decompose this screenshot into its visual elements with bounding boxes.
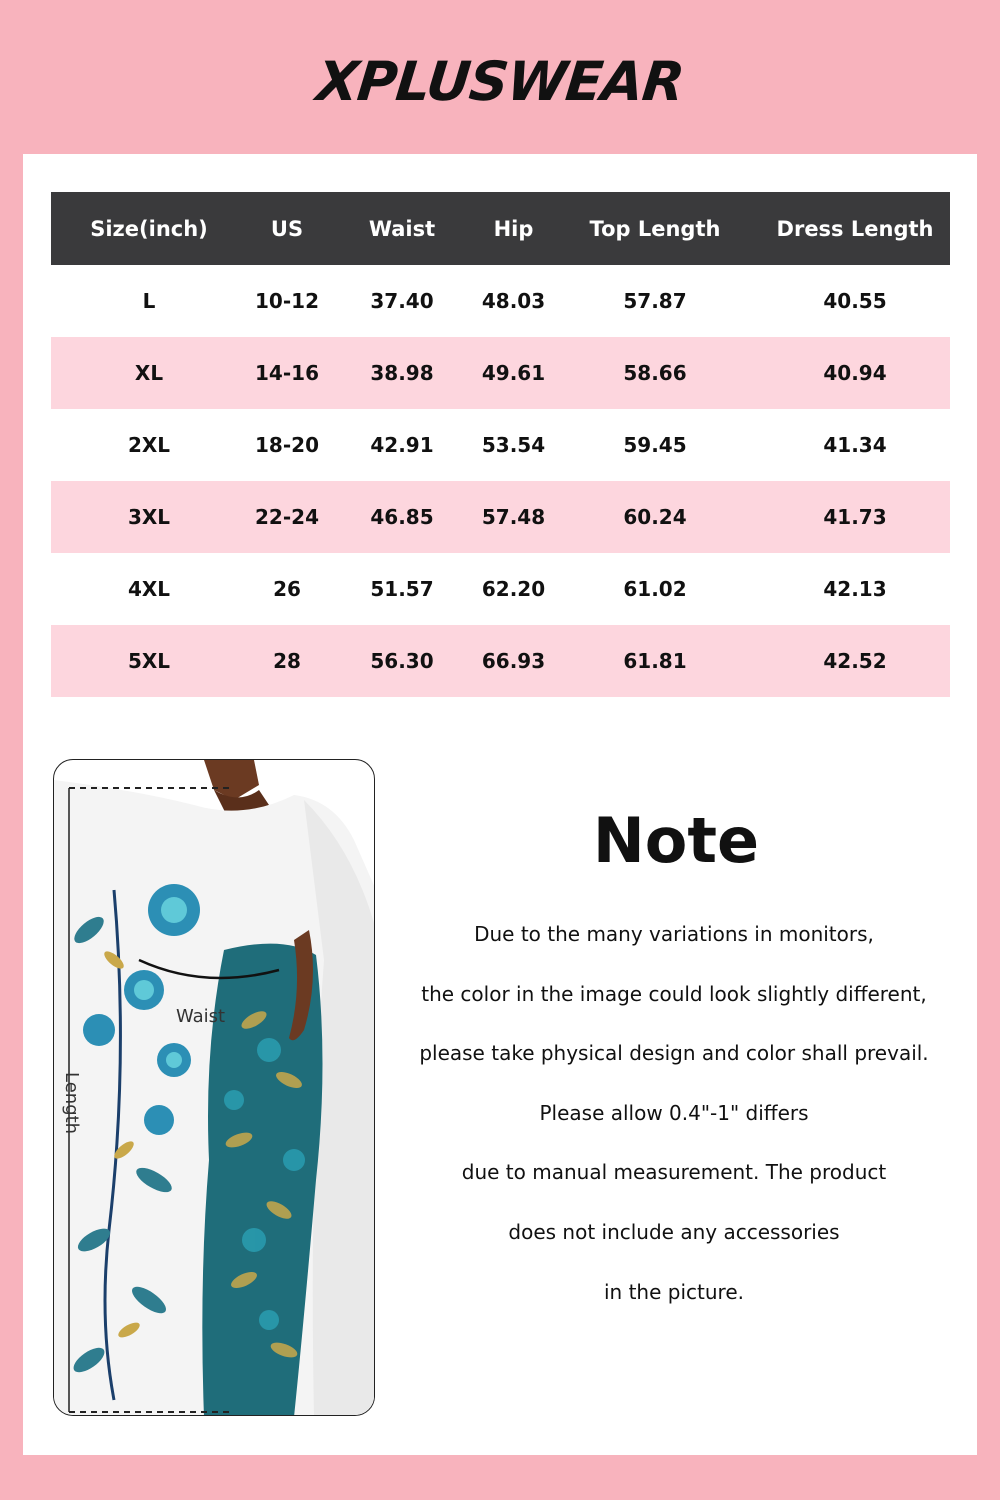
cell-top-length: 58.66 [550, 337, 760, 409]
cell-hip: 62.20 [481, 577, 546, 601]
table-row [51, 553, 950, 625]
cell-top-length: 59.45 [623, 433, 687, 457]
note-line: in the picture. [604, 1279, 744, 1304]
cell-us: 14-16 [247, 337, 327, 409]
cell-size: 3XL [51, 481, 247, 553]
cell-us: 28 [247, 625, 327, 697]
header-size: Size(inch) [51, 192, 247, 265]
cell-size: 5XL [51, 625, 247, 697]
note-line: please take physical design and color shall prevail. [419, 1041, 929, 1066]
header-us: US [247, 192, 327, 265]
cell-us: 10-12 [255, 289, 319, 313]
header-hip: Hip [477, 192, 550, 265]
cell-hip: 48.03 [481, 289, 546, 313]
cell-waist: 42.91 [370, 433, 434, 457]
cell-dress-length: 42.13 [823, 577, 887, 601]
note-text [393, 919, 955, 1336]
table-row [51, 625, 950, 697]
table-header-row [51, 192, 950, 265]
cell-waist: 51.57 [370, 577, 434, 601]
cell-dress-length: 41.73 [760, 481, 950, 553]
note-line: Due to the many variations in monitors, [474, 922, 874, 946]
cell-us: 18-20 [255, 433, 319, 457]
size-chart-card [23, 154, 977, 1455]
cell-hip: 49.61 [477, 337, 550, 409]
table-row [51, 481, 950, 553]
table-row [51, 409, 950, 481]
note-line: Please allow 0.4"-1" differs [539, 1100, 809, 1125]
note-line: the color in the image could look slightly different, [421, 981, 927, 1006]
cell-waist: 46.85 [327, 481, 477, 553]
note-line: does not include any accessories [508, 1219, 840, 1244]
cell-us: 26 [273, 577, 301, 601]
size-table [51, 192, 950, 697]
cell-dress-length: 40.94 [760, 337, 950, 409]
header-waist: Waist [327, 192, 477, 265]
waist-label: Waist [176, 1006, 226, 1027]
cell-size: L [142, 289, 156, 313]
cell-dress-length: 42.52 [760, 625, 950, 697]
header-dress-length: Dress Length [760, 192, 950, 265]
dress-illustration [54, 760, 375, 1416]
brand-header [0, 50, 1000, 113]
cell-size: XL [51, 337, 247, 409]
cell-size: 4XL [127, 577, 171, 601]
table-row [51, 337, 950, 409]
cell-dress-length: 40.55 [823, 289, 887, 313]
cell-waist: 38.98 [327, 337, 477, 409]
cell-dress-length: 41.34 [823, 433, 887, 457]
cell-waist: 56.30 [327, 625, 477, 697]
brand-logo: XPLUSWEAR [313, 50, 687, 113]
cell-hip: 53.54 [481, 433, 546, 457]
cell-top-length: 61.81 [550, 625, 760, 697]
table-row [51, 265, 950, 337]
header-top-length: Top Length [550, 192, 760, 265]
cell-us: 22-24 [247, 481, 327, 553]
cell-hip: 57.48 [477, 481, 550, 553]
cell-top-length: 60.24 [550, 481, 760, 553]
length-label: Length [61, 1072, 82, 1135]
cell-hip: 66.93 [477, 625, 550, 697]
cell-waist: 37.40 [370, 289, 434, 313]
cell-top-length: 57.87 [623, 289, 687, 313]
cell-top-length: 61.02 [623, 577, 687, 601]
note-title: Note [592, 804, 760, 877]
table-body [51, 265, 950, 697]
note-line: due to manual measurement. The product [461, 1160, 887, 1185]
cell-size: 2XL [127, 433, 171, 457]
product-photo [53, 759, 375, 1416]
